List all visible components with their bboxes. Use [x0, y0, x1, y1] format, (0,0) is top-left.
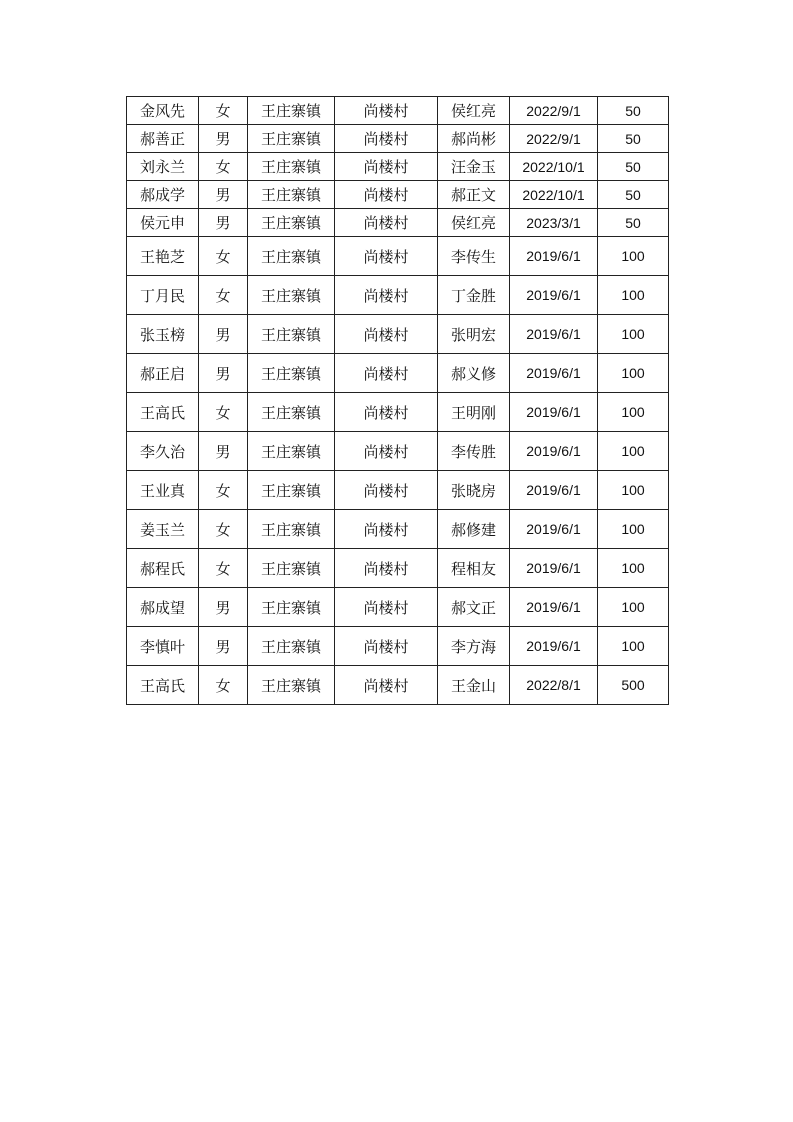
cell-date: 2019/6/1: [510, 471, 598, 510]
cell-village: 尚楼村: [335, 237, 438, 276]
table-row: [127, 315, 669, 354]
cell-village: 尚楼村: [335, 97, 438, 125]
cell-date: 2019/6/1: [510, 276, 598, 315]
cell-date: 2019/6/1: [510, 588, 598, 627]
cell-name: 刘永兰: [127, 153, 199, 181]
cell-contact: 张晓房: [438, 471, 510, 510]
table-row: [127, 510, 669, 549]
cell-town: 王庄寨镇: [248, 666, 335, 705]
cell-town: 王庄寨镇: [248, 588, 335, 627]
cell-village: 尚楼村: [335, 432, 438, 471]
cell-amount: 100: [598, 393, 669, 432]
cell-amount: 50: [598, 125, 669, 153]
cell-date: 2019/6/1: [510, 549, 598, 588]
cell-amount: 100: [598, 276, 669, 315]
table-row: [127, 153, 669, 181]
cell-town: 王庄寨镇: [248, 510, 335, 549]
cell-gender: 男: [199, 125, 248, 153]
cell-contact: 汪金玉: [438, 153, 510, 181]
cell-town: 王庄寨镇: [248, 237, 335, 276]
cell-date: 2023/3/1: [510, 209, 598, 237]
cell-village: 尚楼村: [335, 588, 438, 627]
cell-town: 王庄寨镇: [248, 393, 335, 432]
cell-village: 尚楼村: [335, 510, 438, 549]
cell-gender: 女: [199, 549, 248, 588]
cell-amount: 500: [598, 666, 669, 705]
cell-name: 侯元申: [127, 209, 199, 237]
cell-gender: 女: [199, 153, 248, 181]
cell-contact: 郝正文: [438, 181, 510, 209]
cell-gender: 女: [199, 237, 248, 276]
cell-town: 王庄寨镇: [248, 549, 335, 588]
cell-gender: 男: [199, 432, 248, 471]
cell-village: 尚楼村: [335, 354, 438, 393]
table-row: [127, 125, 669, 153]
cell-contact: 王金山: [438, 666, 510, 705]
cell-name: 张玉榜: [127, 315, 199, 354]
table-row: [127, 276, 669, 315]
cell-date: 2022/9/1: [510, 97, 598, 125]
cell-date: 2019/6/1: [510, 432, 598, 471]
cell-gender: 男: [199, 209, 248, 237]
cell-contact: 丁金胜: [438, 276, 510, 315]
cell-date: 2019/6/1: [510, 627, 598, 666]
cell-town: 王庄寨镇: [248, 315, 335, 354]
table-row: [127, 181, 669, 209]
cell-amount: 100: [598, 549, 669, 588]
cell-town: 王庄寨镇: [248, 153, 335, 181]
cell-amount: 100: [598, 627, 669, 666]
cell-gender: 女: [199, 393, 248, 432]
cell-amount: 50: [598, 153, 669, 181]
cell-date: 2019/6/1: [510, 237, 598, 276]
cell-amount: 50: [598, 97, 669, 125]
cell-name: 郝程氏: [127, 549, 199, 588]
cell-date: 2019/6/1: [510, 315, 598, 354]
cell-name: 李久治: [127, 432, 199, 471]
cell-contact: 郝义修: [438, 354, 510, 393]
cell-town: 王庄寨镇: [248, 125, 335, 153]
cell-contact: 郝尚彬: [438, 125, 510, 153]
cell-date: 2022/10/1: [510, 153, 598, 181]
cell-gender: 女: [199, 510, 248, 549]
cell-village: 尚楼村: [335, 666, 438, 705]
cell-contact: 张明宏: [438, 315, 510, 354]
table-row: [127, 549, 669, 588]
table-row: [127, 471, 669, 510]
cell-date: 2022/10/1: [510, 181, 598, 209]
cell-gender: 男: [199, 181, 248, 209]
cell-town: 王庄寨镇: [248, 627, 335, 666]
cell-village: 尚楼村: [335, 627, 438, 666]
table-row: [127, 666, 669, 705]
cell-gender: 女: [199, 666, 248, 705]
table-row: [127, 97, 669, 125]
cell-gender: 男: [199, 315, 248, 354]
cell-gender: 男: [199, 588, 248, 627]
cell-amount: 100: [598, 315, 669, 354]
cell-name: 金风先: [127, 97, 199, 125]
cell-contact: 郝修建: [438, 510, 510, 549]
cell-contact: 李传胜: [438, 432, 510, 471]
cell-name: 郝正启: [127, 354, 199, 393]
cell-village: 尚楼村: [335, 181, 438, 209]
cell-name: 郝善正: [127, 125, 199, 153]
cell-name: 王业真: [127, 471, 199, 510]
cell-village: 尚楼村: [335, 125, 438, 153]
table-row: [127, 627, 669, 666]
cell-village: 尚楼村: [335, 315, 438, 354]
cell-gender: 女: [199, 97, 248, 125]
table-row: [127, 354, 669, 393]
cell-name: 郝成望: [127, 588, 199, 627]
cell-amount: 50: [598, 209, 669, 237]
cell-contact: 程相友: [438, 549, 510, 588]
cell-town: 王庄寨镇: [248, 209, 335, 237]
cell-name: 王艳芝: [127, 237, 199, 276]
cell-town: 王庄寨镇: [248, 97, 335, 125]
cell-name: 郝成学: [127, 181, 199, 209]
cell-town: 王庄寨镇: [248, 181, 335, 209]
cell-date: 2019/6/1: [510, 510, 598, 549]
table-row: [127, 432, 669, 471]
cell-name: 丁月民: [127, 276, 199, 315]
cell-town: 王庄寨镇: [248, 276, 335, 315]
cell-gender: 男: [199, 354, 248, 393]
records-table-body: [127, 97, 669, 705]
cell-gender: 女: [199, 276, 248, 315]
cell-contact: 侯红亮: [438, 97, 510, 125]
cell-village: 尚楼村: [335, 276, 438, 315]
cell-amount: 100: [598, 237, 669, 276]
cell-contact: 李方海: [438, 627, 510, 666]
cell-town: 王庄寨镇: [248, 471, 335, 510]
cell-amount: 100: [598, 432, 669, 471]
cell-name: 姜玉兰: [127, 510, 199, 549]
table-row: [127, 588, 669, 627]
cell-contact: 王明刚: [438, 393, 510, 432]
cell-name: 李慎叶: [127, 627, 199, 666]
table-row: [127, 209, 669, 237]
cell-town: 王庄寨镇: [248, 354, 335, 393]
table-row: [127, 393, 669, 432]
cell-contact: 郝文正: [438, 588, 510, 627]
cell-contact: 李传生: [438, 237, 510, 276]
cell-gender: 男: [199, 627, 248, 666]
cell-date: 2019/6/1: [510, 354, 598, 393]
cell-village: 尚楼村: [335, 471, 438, 510]
cell-village: 尚楼村: [335, 549, 438, 588]
cell-contact: 侯红亮: [438, 209, 510, 237]
cell-name: 王高氏: [127, 393, 199, 432]
cell-gender: 女: [199, 471, 248, 510]
cell-amount: 100: [598, 354, 669, 393]
cell-village: 尚楼村: [335, 393, 438, 432]
cell-amount: 50: [598, 181, 669, 209]
cell-name: 王高氏: [127, 666, 199, 705]
cell-date: 2022/9/1: [510, 125, 598, 153]
cell-amount: 100: [598, 510, 669, 549]
table-row: [127, 237, 669, 276]
cell-amount: 100: [598, 471, 669, 510]
cell-amount: 100: [598, 588, 669, 627]
cell-village: 尚楼村: [335, 209, 438, 237]
cell-date: 2019/6/1: [510, 393, 598, 432]
records-table: [126, 96, 669, 705]
cell-date: 2022/8/1: [510, 666, 598, 705]
cell-town: 王庄寨镇: [248, 432, 335, 471]
cell-village: 尚楼村: [335, 153, 438, 181]
